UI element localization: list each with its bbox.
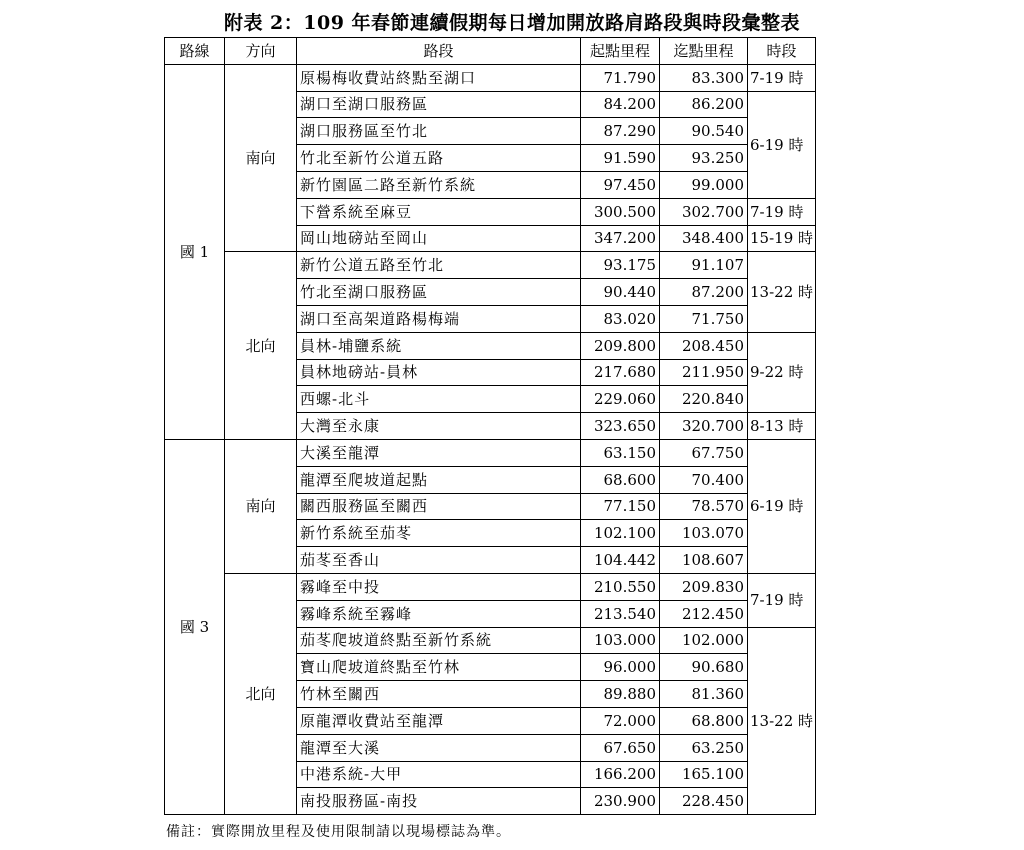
start-km-cell: 87.290 [581, 118, 660, 145]
end-km-cell: 90.680 [660, 654, 748, 681]
end-km-cell: 103.070 [660, 520, 748, 547]
start-km-cell: 96.000 [581, 654, 660, 681]
start-km-cell: 217.680 [581, 359, 660, 386]
end-km-cell: 78.570 [660, 493, 748, 520]
segment-cell: 新竹系統至茄苳 [297, 520, 581, 547]
start-km-cell: 229.060 [581, 386, 660, 413]
time-cell: 6-19 時 [748, 91, 816, 198]
end-km-cell: 302.700 [660, 198, 748, 225]
header-route: 路線 [165, 38, 225, 65]
page-title: 附表 2：109 年春節連續假期每日增加開放路肩路段與時段彙整表 [223, 12, 801, 34]
table-row [165, 439, 816, 466]
direction-cell: 北向 [225, 573, 297, 814]
end-km-cell: 320.700 [660, 413, 748, 440]
start-km-cell: 104.442 [581, 547, 660, 574]
direction-cell: 南向 [225, 64, 297, 252]
start-km-cell: 97.450 [581, 171, 660, 198]
header-row [165, 38, 816, 65]
segment-cell: 龍潭至爬坡道起點 [297, 466, 581, 493]
footnote: 備註：實際開放里程及使用限制請以現場標誌為準。 [166, 824, 511, 840]
start-km-cell: 166.200 [581, 761, 660, 788]
end-km-cell: 81.360 [660, 681, 748, 708]
end-km-cell: 99.000 [660, 171, 748, 198]
header-time: 時段 [748, 38, 816, 65]
segment-cell: 岡山地磅站至岡山 [297, 225, 581, 252]
start-km-cell: 91.590 [581, 145, 660, 172]
start-km-cell: 63.150 [581, 439, 660, 466]
end-km-cell: 90.540 [660, 118, 748, 145]
segment-cell: 霧峰系統至霧峰 [297, 600, 581, 627]
start-km-cell: 102.100 [581, 520, 660, 547]
segment-cell: 湖口至高架道路楊梅端 [297, 305, 581, 332]
segment-cell: 西螺-北斗 [297, 386, 581, 413]
end-km-cell: 165.100 [660, 761, 748, 788]
time-cell: 6-19 時 [748, 439, 816, 573]
end-km-cell: 211.950 [660, 359, 748, 386]
segment-cell: 茄苳至香山 [297, 547, 581, 574]
time-cell: 13-22 時 [748, 252, 816, 332]
start-km-cell: 84.200 [581, 91, 660, 118]
start-km-cell: 347.200 [581, 225, 660, 252]
segment-cell: 新竹園區二路至新竹系統 [297, 171, 581, 198]
end-km-cell: 68.800 [660, 707, 748, 734]
end-km-cell: 86.200 [660, 91, 748, 118]
time-cell: 15-19 時 [748, 225, 816, 252]
end-km-cell: 108.607 [660, 547, 748, 574]
segment-cell: 關西服務區至關西 [297, 493, 581, 520]
segment-cell: 南投服務區-南投 [297, 788, 581, 815]
direction-cell: 南向 [225, 439, 297, 573]
start-km-cell: 71.790 [581, 64, 660, 91]
segment-cell: 原龍潭收費站至龍潭 [297, 707, 581, 734]
start-km-cell: 77.150 [581, 493, 660, 520]
segment-cell: 湖口至湖口服務區 [297, 91, 581, 118]
segment-cell: 寶山爬坡道終點至竹林 [297, 654, 581, 681]
start-km-cell: 89.880 [581, 681, 660, 708]
end-km-cell: 228.450 [660, 788, 748, 815]
table-row [165, 64, 816, 91]
start-km-cell: 93.175 [581, 252, 660, 279]
end-km-cell: 70.400 [660, 466, 748, 493]
end-km-cell: 212.450 [660, 600, 748, 627]
time-cell: 7-19 時 [748, 64, 816, 91]
route-cell: 國 3 [165, 439, 225, 814]
time-cell: 9-22 時 [748, 332, 816, 412]
table-row [165, 573, 816, 600]
segment-cell: 中港系統-大甲 [297, 761, 581, 788]
end-km-cell: 102.000 [660, 627, 748, 654]
end-km-cell: 209.830 [660, 573, 748, 600]
header-direction: 方向 [225, 38, 297, 65]
end-km-cell: 67.750 [660, 439, 748, 466]
start-km-cell: 210.550 [581, 573, 660, 600]
shoulder-schedule-table [164, 37, 816, 815]
segment-cell: 大灣至永康 [297, 413, 581, 440]
segment-cell: 竹北至湖口服務區 [297, 279, 581, 306]
end-km-cell: 71.750 [660, 305, 748, 332]
end-km-cell: 63.250 [660, 734, 748, 761]
end-km-cell: 83.300 [660, 64, 748, 91]
start-km-cell: 213.540 [581, 600, 660, 627]
end-km-cell: 91.107 [660, 252, 748, 279]
route-cell: 國 1 [165, 64, 225, 439]
start-km-cell: 67.650 [581, 734, 660, 761]
direction-cell: 北向 [225, 252, 297, 440]
segment-cell: 新竹公道五路至竹北 [297, 252, 581, 279]
segment-cell: 大溪至龍潭 [297, 439, 581, 466]
time-cell: 13-22 時 [748, 627, 816, 815]
end-km-cell: 208.450 [660, 332, 748, 359]
segment-cell: 下營系統至麻豆 [297, 198, 581, 225]
start-km-cell: 300.500 [581, 198, 660, 225]
start-km-cell: 72.000 [581, 707, 660, 734]
start-km-cell: 209.800 [581, 332, 660, 359]
header-end-km: 迄點里程 [660, 38, 748, 65]
segment-cell: 竹北至新竹公道五路 [297, 145, 581, 172]
start-km-cell: 323.650 [581, 413, 660, 440]
time-cell: 7-19 時 [748, 573, 816, 627]
start-km-cell: 103.000 [581, 627, 660, 654]
time-cell: 8-13 時 [748, 413, 816, 440]
start-km-cell: 68.600 [581, 466, 660, 493]
start-km-cell: 230.900 [581, 788, 660, 815]
end-km-cell: 348.400 [660, 225, 748, 252]
segment-cell: 員林-埔鹽系統 [297, 332, 581, 359]
table-row [165, 252, 816, 279]
end-km-cell: 87.200 [660, 279, 748, 306]
segment-cell: 原楊梅收費站終點至湖口 [297, 64, 581, 91]
segment-cell: 湖口服務區至竹北 [297, 118, 581, 145]
end-km-cell: 93.250 [660, 145, 748, 172]
segment-cell: 竹林至關西 [297, 681, 581, 708]
end-km-cell: 220.840 [660, 386, 748, 413]
start-km-cell: 83.020 [581, 305, 660, 332]
segment-cell: 龍潭至大溪 [297, 734, 581, 761]
header-segment: 路段 [297, 38, 581, 65]
header-start-km: 起點里程 [581, 38, 660, 65]
segment-cell: 員林地磅站-員林 [297, 359, 581, 386]
segment-cell: 霧峰至中投 [297, 573, 581, 600]
segment-cell: 茄苳爬坡道終點至新竹系統 [297, 627, 581, 654]
start-km-cell: 90.440 [581, 279, 660, 306]
time-cell: 7-19 時 [748, 198, 816, 225]
